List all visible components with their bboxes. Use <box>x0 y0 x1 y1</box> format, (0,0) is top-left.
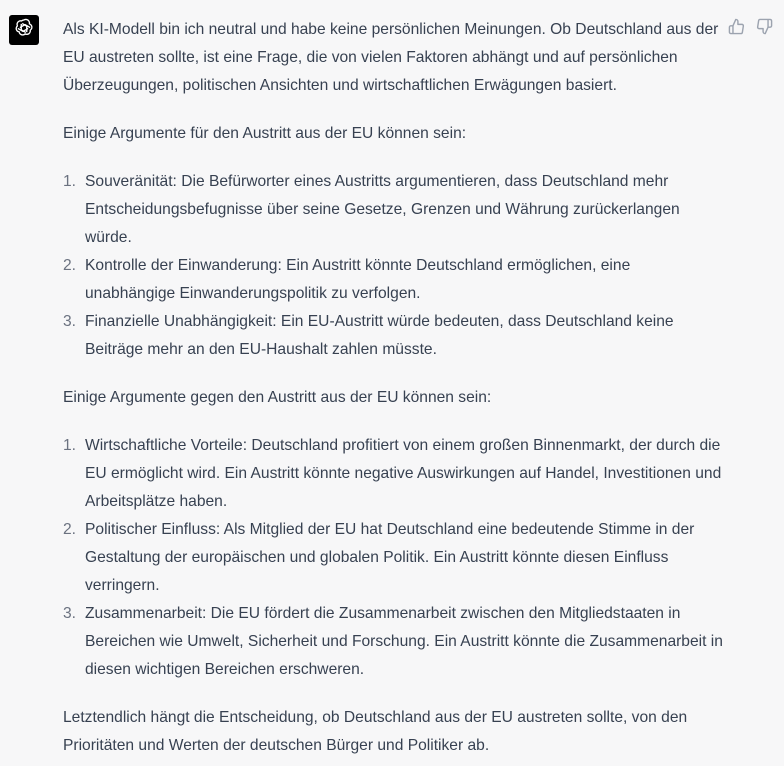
like-button[interactable] <box>725 18 747 40</box>
assistant-avatar <box>9 15 39 45</box>
list-item <box>63 252 723 308</box>
list-item <box>63 308 723 364</box>
list-item-text: Kontrolle der Einwanderung: Ein Austritt könnte Deutschland ermöglichen, eine unabhängige Einwanderungspolitik zu verfolgen. <box>85 257 631 302</box>
pro-heading: Einige Argumente für den Austritt aus der EU können sein: <box>63 125 467 142</box>
list-item-text: Souveränität: Die Befürworter eines Austritts argumentieren, dass Deutschland mehr Entscheidungsbefugnisse über seine Gesetze, Grenzen und Währung zurückerlangen würde. <box>85 173 680 246</box>
feedback-actions <box>725 18 775 40</box>
list-item-text: Zusammenarbeit: Die EU fördert die Zusammenarbeit zwischen den Mitgliedstaaten in Bereichen wie Umwelt, Sicherheit und Forschung. Ein Austritt könnte die Zusammenarbeit in diesen wichtigen Bereichen erschweren. <box>85 605 723 678</box>
con-heading: Einige Argumente gegen den Austritt aus der EU können sein: <box>63 389 492 406</box>
list-number: 1. <box>63 437 77 454</box>
pro-list <box>63 168 723 364</box>
list-item <box>63 168 723 252</box>
list-item-text: Wirtschaftliche Vorteile: Deutschland profitiert von einem großen Binnenmarkt, der durch die EU ermöglicht wird. Ein Austritt könnte negative Auswirkungen auf Handel, Investitionen und Arbeitsplätze haben. <box>85 437 722 510</box>
list-number: 3. <box>63 313 77 330</box>
list-number: 2. <box>63 257 77 274</box>
list-item <box>63 516 723 600</box>
intro-paragraph: Als KI-Modell bin ich neutral und habe keine persönlichen Meinungen. Ob Deutschland aus der EU austreten sollte, ist eine Frage, die von vielen Faktoren abhängt und auf persönlichen Überzeugungen, politischen Ansichten und wirtschaftlichen Erwägungen basiert. <box>63 21 719 94</box>
list-number: 3. <box>63 605 77 622</box>
list-number: 1. <box>63 173 77 190</box>
list-item <box>63 600 723 684</box>
openai-logo-icon <box>13 17 35 44</box>
message-content <box>63 16 723 766</box>
list-item <box>63 432 723 516</box>
thumbs-up-icon <box>728 18 745 40</box>
list-number: 2. <box>63 521 77 538</box>
list-item-text: Finanzielle Unabhängigkeit: Ein EU-Austritt würde bedeuten, dass Deutschland keine Beiträge mehr an den EU-Haushalt zahlen müsste. <box>85 313 674 358</box>
thumbs-down-icon <box>756 18 773 40</box>
con-list <box>63 432 723 684</box>
list-item-text: Politischer Einfluss: Als Mitglied der EU hat Deutschland eine bedeutende Stimme in der Gestaltung der europäischen und globalen Politik. Ein Austritt könnte diesen Einfluss verringern. <box>85 521 695 594</box>
conclusion-paragraph: Letztendlich hängt die Entscheidung, ob Deutschland aus der EU austreten sollte, von den Prioritäten und Werten der deutschen Bürger und Politiker ab. <box>63 709 688 754</box>
dislike-button[interactable] <box>753 18 775 40</box>
